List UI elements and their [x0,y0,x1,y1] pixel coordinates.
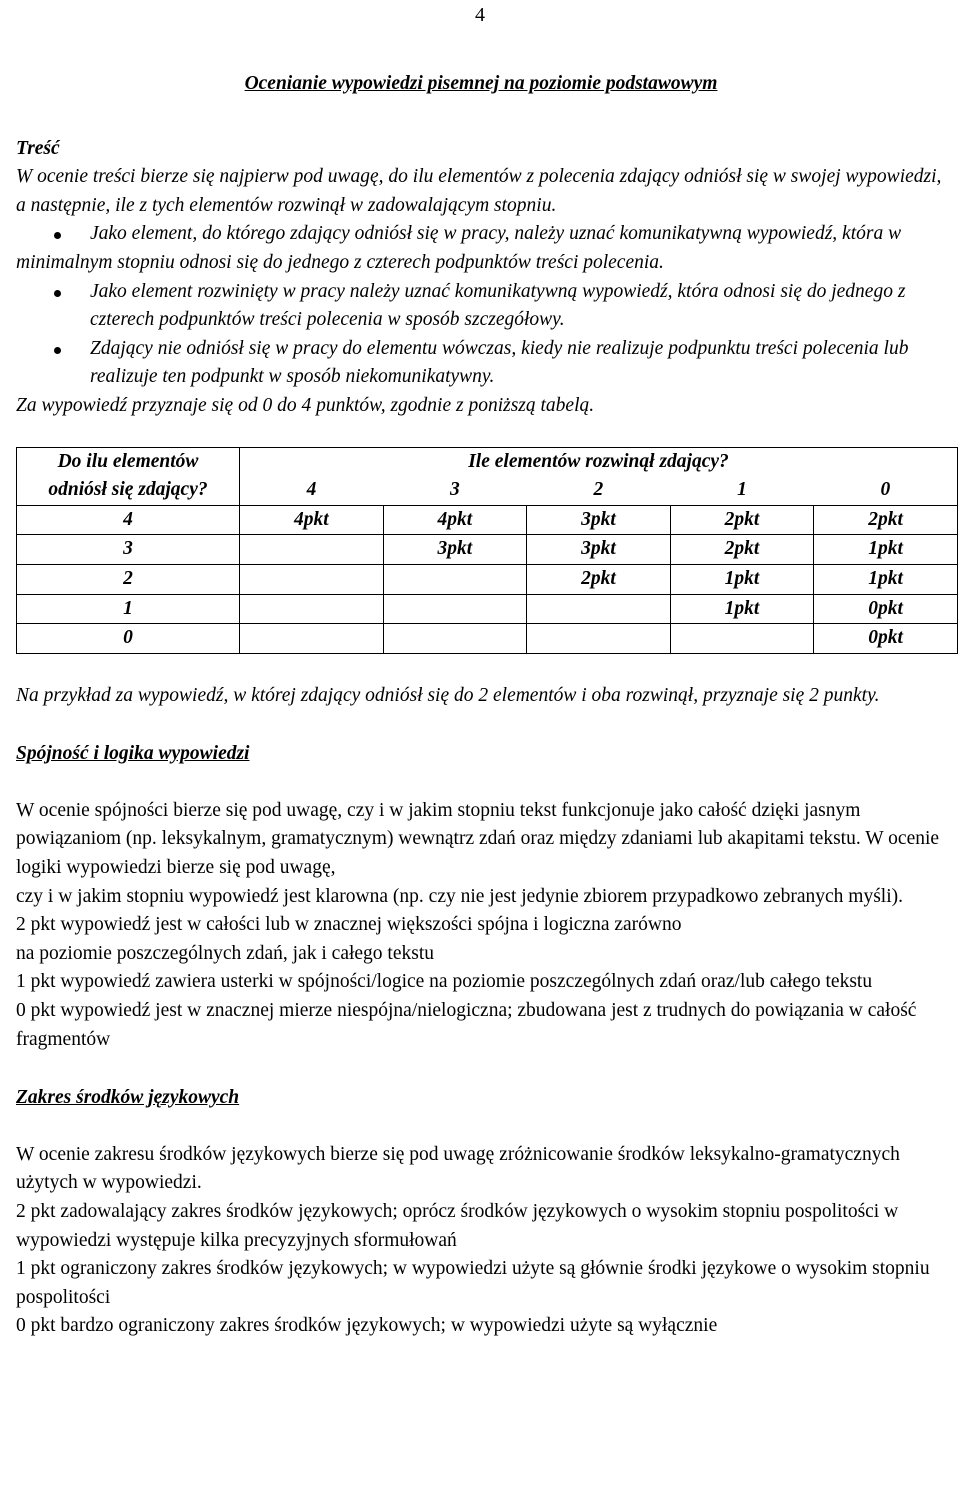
table-cell: 2pkt [527,564,671,594]
column-label: 3 [449,479,460,501]
table-cell [240,594,384,624]
paragraph: W ocenie zakresu środków językowych bierze się pod uwagę zróżnicowanie środków leksykalno-gramatycznych użytych w wypowiedzi. [16,1143,900,1194]
column-label: 2 [593,479,604,501]
document-title: Ocenianie wypowiedzi pisemnej na poziomie podstawowym [244,73,718,94]
list-item [16,335,946,392]
document-body [16,70,946,1341]
table-cell: 0pkt [814,624,958,654]
row-label: 2 [17,564,240,594]
paragraph: czy i w jakim stopniu wypowiedź jest klarowna (np. czy nie jest jedynie zbiorem przypadkowo zebranych myśli). [16,885,903,907]
table-cell [240,624,384,654]
row-header [17,447,240,505]
zakres-body [16,1141,946,1341]
bullet-text: Jako element rozwinięty w pracy należy uznać komunikatywną wypowiedź, która odnosi się do jednego z czterech podpunktów treści polecenia w sposób szczegółowy. [90,280,906,331]
row-label: 0 [17,624,240,654]
tresc-heading: Treść [16,137,60,159]
table-cell: 1pkt [670,564,814,594]
column-label: 1 [737,479,747,501]
tresc-intro: W ocenie treści bierze się najpierw pod uwagę, do ilu elementów z polecenia zdający odniósł się w swojej wypowiedzi, a następnie, ile z tych elementów rozwinął w zadowalającym stopniu. [16,166,942,216]
column-header: Ile elementów rozwinął zdający? [240,447,958,476]
list-item [16,220,946,277]
page-number: 4 [475,4,485,26]
table-row [17,564,958,594]
column-label: 0 [814,476,958,505]
table-cell [527,594,671,624]
table-cell [670,624,814,654]
table-cell [240,564,384,594]
list-item [16,278,946,335]
paragraph: 0 pkt bardzo ograniczony zakres środków językowych; w wypowiedzi użyte są wyłącznie [16,1315,718,1337]
table-cell [383,624,527,654]
table-cell: 2pkt [670,535,814,565]
row-label: 3 [17,535,240,565]
column-label: 4 [240,476,384,505]
table-cell: 3pkt [383,535,527,565]
row-label: 1 [17,594,240,624]
table-cell: 2pkt [670,505,814,535]
row-label: 4 [17,505,240,535]
paragraph: 2 pkt wypowiedź jest w całości lub w znacznej większości spójna i logiczna zarówno [16,914,682,936]
table-cell: 1pkt [670,594,814,624]
spojnosc-body [16,797,946,1054]
row-header-line: Do ilu elementów [57,451,199,473]
table-cell: 2pkt [814,505,958,535]
bullet-icon [54,290,61,297]
paragraph: 1 pkt wypowiedź zawiera usterki w spójności/logice na poziomie poszczególnych zdań oraz/lub całego tekstu [16,971,873,993]
spojnosc-heading: Spójność i logika wypowiedzi [16,743,250,765]
table-cell: 0pkt [814,594,958,624]
scoring-table [16,447,958,654]
paragraph: 1 pkt ograniczony zakres środków językowych; w wypowiedzi użyte są głównie środki językowe o wysokim stopniu pospolitości [16,1258,930,1308]
paragraph: 2 pkt zadowalający zakres środków językowych; oprócz środków językowych o wysokim stopniu pospolitości w wypowiedzi występuje kilka precyzyjnych sformułowań [16,1201,899,1251]
table-cell: 3pkt [527,535,671,565]
example-text: Na przykład za wypowiedź, w której zdający odniósł się do 2 elementów i oba rozwinął, przyznaje się 2 punkty. [16,684,880,706]
table-cell [527,624,671,654]
table-row [17,624,958,654]
bullet-icon [54,347,61,354]
table-row [17,594,958,624]
table-cell: 1pkt [814,564,958,594]
table-cell [383,594,527,624]
table-cell: 1pkt [814,535,958,565]
table-cell: 3pkt [527,505,671,535]
tresc-bullet-list [16,220,946,392]
table-row [17,505,958,535]
paragraph: W ocenie spójności bierze się pod uwagę, czy i w jakim stopniu tekst funkcjonuje jako całość dzięki jasnym powiązaniom (np. leksykalnym, gramatycznym) wewnątrz zdań oraz między zdaniami lub akapitami tekstu. W ocenie logiki wypowiedzi bierze się pod uwagę, [16,799,940,879]
tresc-outro: Za wypowiedź przyznaje się od 0 do 4 punktów, zgodnie z poniższą tabelą. [16,394,595,416]
bullet-text: Jako element, do którego zdający odniósł się w pracy, należy uznać komunikatywną wypowiedź, która w minimalnym stopniu odnosi się do jednego z czterech podpunktów treści polecenia. [16,223,902,273]
bullet-text: Zdający nie odniósł się w pracy do elementu wówczas, kiedy nie realizuje podpunktu treści polecenia lub realizuje ten podpunkt w sposób niekomunikatywny. [90,337,909,388]
zakres-heading: Zakres środków językowych [16,1087,240,1109]
table-cell [383,564,527,594]
table-row [17,535,958,565]
paragraph: na poziomie poszczególnych zdań, jak i całego tekstu [16,942,435,964]
row-header-line: odniósł się zdający? [48,479,208,501]
table-cell: 4pkt [383,505,527,535]
bullet-icon [54,232,61,239]
table-cell: 4pkt [240,505,384,535]
table-cell [240,535,384,565]
paragraph: 0 pkt wypowiedź jest w znacznej mierze niespójna/nielogiczna; zbudowana jest z trudnych do powiązania w całość fragmentów [16,1000,917,1050]
